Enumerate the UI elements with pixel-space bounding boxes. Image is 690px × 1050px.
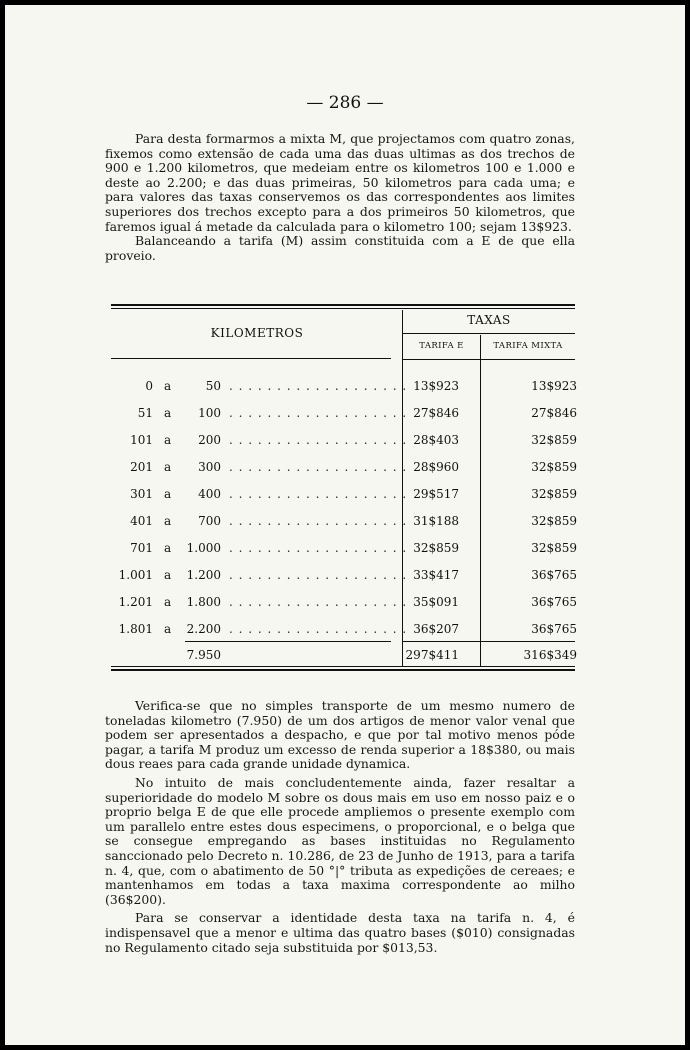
total-rule-km (185, 641, 391, 642)
km-to: 2.200 (186, 622, 221, 636)
paragraph-zonas: Para desta formarmos a mixta M, que projectamos com quatro zonas, fixemos como extensão de cada uma das duas ultimas as dos trechos de 900 e 1.200 kilometros, que medeiam entre os kilometros 100 e 1.000 e deste ao 2.200; e das duas primeiras, 50 kilometros para cada uma; e para valores das taxas conservemos os das correspondentes aos limites superiores dos trechos excepto para a dos primeiros 50 kilometros, que faremos igual á metade da calculada para o kilometro 100; sejam 13$923. (105, 131, 575, 234)
tarifa-e-value: 35$091 (413, 595, 459, 609)
total-tarifa-mixta: 316$349 (523, 648, 577, 662)
header-taxas: TAXAS (467, 313, 511, 327)
conclusion-text (105, 699, 575, 955)
km-a: a (164, 406, 172, 420)
tarifa-e-value: 27$846 (413, 406, 459, 420)
km-to: 1.200 (186, 568, 221, 582)
table-bottom-rule (111, 669, 575, 671)
km-from: 0 (145, 379, 153, 393)
km-a: a (164, 514, 172, 528)
km-to: 100 (198, 406, 221, 420)
km-a: a (164, 541, 172, 555)
table-row (5, 568, 685, 584)
leader-dots: . . . . . . . . . . . . . . . . . . . (229, 541, 408, 555)
leader-dots: . . . . . . . . . . . . . . . . . . . (229, 622, 408, 636)
leader-dots: . . . . . . . . . . . . . . . . . . . (229, 568, 408, 582)
km-a: a (164, 379, 172, 393)
leader-dots: . . . . . . . . . . . . . . . . . . . (229, 433, 408, 447)
km-from: 201 (130, 460, 153, 474)
tarifa-mixta-value: 27$846 (531, 406, 577, 420)
table-row (5, 460, 685, 476)
tarifa-e-value: 32$859 (413, 541, 459, 555)
tarifa-mixta-value: 32$859 (531, 460, 577, 474)
km-to: 1.000 (186, 541, 221, 555)
tarifa-e-value: 36$207 (413, 622, 459, 636)
tarifa-mixta-value: 36$765 (531, 595, 577, 609)
leader-dots: . . . . . . . . . . . . . . . . . . . (229, 514, 408, 528)
taxas-underline (403, 333, 575, 334)
km-a: a (164, 460, 172, 474)
table-top-rule (111, 304, 575, 306)
km-from: 1.201 (118, 595, 153, 609)
km-a: a (164, 622, 172, 636)
tarifa-e-value: 28$960 (413, 460, 459, 474)
tarifa-mixta-value: 32$859 (531, 487, 577, 501)
paragraph-balanceando: Balanceando a tarifa (M) assim constituida com a E de que ella proveio. (105, 233, 575, 263)
table-row (5, 406, 685, 422)
tarifa-mixta-value: 36$765 (531, 568, 577, 582)
km-from: 101 (130, 433, 153, 447)
table-total-row (5, 648, 685, 664)
tarifa-e-value: 13$923 (413, 379, 459, 393)
header-tarifa-mixta: TARIFA MIXTA (493, 341, 563, 351)
km-from: 1.801 (118, 622, 153, 636)
km-to: 400 (198, 487, 221, 501)
table-bottom-rule-thin (111, 666, 575, 667)
tarifa-mixta-value: 36$765 (531, 622, 577, 636)
header-tarifa-e: TARIFA E (419, 341, 464, 351)
km-a: a (164, 487, 172, 501)
km-a: a (164, 568, 172, 582)
tarifa-e-value: 28$403 (413, 433, 459, 447)
total-rule-values (403, 641, 575, 642)
tarifa-e-value: 33$417 (413, 568, 459, 582)
leader-dots: . . . . . . . . . . . . . . . . . . . (229, 595, 408, 609)
leader-dots: . . . . . . . . . . . . . . . . . . . (229, 487, 408, 501)
total-km: 7.950 (186, 648, 221, 662)
table-row (5, 541, 685, 557)
km-from: 301 (130, 487, 153, 501)
table-row (5, 514, 685, 530)
leader-dots: . . . . . . . . . . . . . . . . . . . (229, 406, 408, 420)
km-a: a (164, 595, 172, 609)
paragraph-intuito: No intuito de mais concludentemente ainda, fazer resaltar a superioridade do modelo M sobre os dous mais em uso em nosso paiz e o proprio belga E de que elle procede ampliemos o presente exemplo com um parallelo entre estes dous especimens, o proporcional, e o belga que se consegue empregando as bases instituidas no Regulamento sanccionado pelo Decreto n. 10.286, de 23 de Junho de 1913, para a tarifa n. 4, que, com o abatimento de 50 °|° tributa as expedições de cereaes; e mantenhamos em todas a taxa maxima correspondente ao milho (36$200). (105, 774, 575, 907)
km-from: 51 (137, 406, 153, 420)
page-number: — 286 — (306, 93, 384, 113)
header-kilometros: KILOMETROS (210, 326, 304, 340)
km-from: 401 (130, 514, 153, 528)
paragraph-verifica: Verifica-se que no simples transporte de um mesmo numero de toneladas kilometro (7.950) de um dos artigos de menor valor venal que podem ser apresentados a despacho, e que por tal motivo menos póde pagar, a tarifa M produz um excesso de renda superior a 18$380, ou mais dous reaes para cada grande unidade dynamica. (105, 698, 575, 772)
table-row (5, 433, 685, 449)
km-a: a (164, 433, 172, 447)
tarifa-mixta-value: 32$859 (531, 433, 577, 447)
km-to: 300 (198, 460, 221, 474)
km-to: 200 (198, 433, 221, 447)
table-row (5, 487, 685, 503)
header-rule-right (403, 359, 575, 360)
km-from: 701 (130, 541, 153, 555)
km-to: 50 (205, 379, 221, 393)
km-to: 1.800 (186, 595, 221, 609)
header-rule-left (111, 358, 391, 359)
paragraph-identidade: Para se conservar a identidade desta taxa na tarifa n. 4, é indispensavel que a menor e ultima das quatro bases ($010) consignadas no Regulamento citado seja substituida por $013,53. (105, 910, 575, 955)
tarifa-e-value: 29$517 (413, 487, 459, 501)
km-from: 1.001 (118, 568, 153, 582)
table-top-rule-thin (111, 308, 575, 309)
tarifa-mixta-value: 32$859 (531, 514, 577, 528)
tarifa-mixta-value: 32$859 (531, 541, 577, 555)
document-page (5, 5, 685, 1045)
total-tarifa-e: 297$411 (405, 648, 459, 662)
km-to: 700 (198, 514, 221, 528)
leader-dots: . . . . . . . . . . . . . . . . . . . (229, 379, 408, 393)
tarifa-e-value: 31$188 (413, 514, 459, 528)
table-row (5, 622, 685, 638)
leader-dots: . . . . . . . . . . . . . . . . . . . (229, 460, 408, 474)
table-row (5, 379, 685, 395)
intro-text (105, 132, 575, 263)
table-row (5, 595, 685, 611)
tarifa-mixta-value: 13$923 (531, 379, 577, 393)
